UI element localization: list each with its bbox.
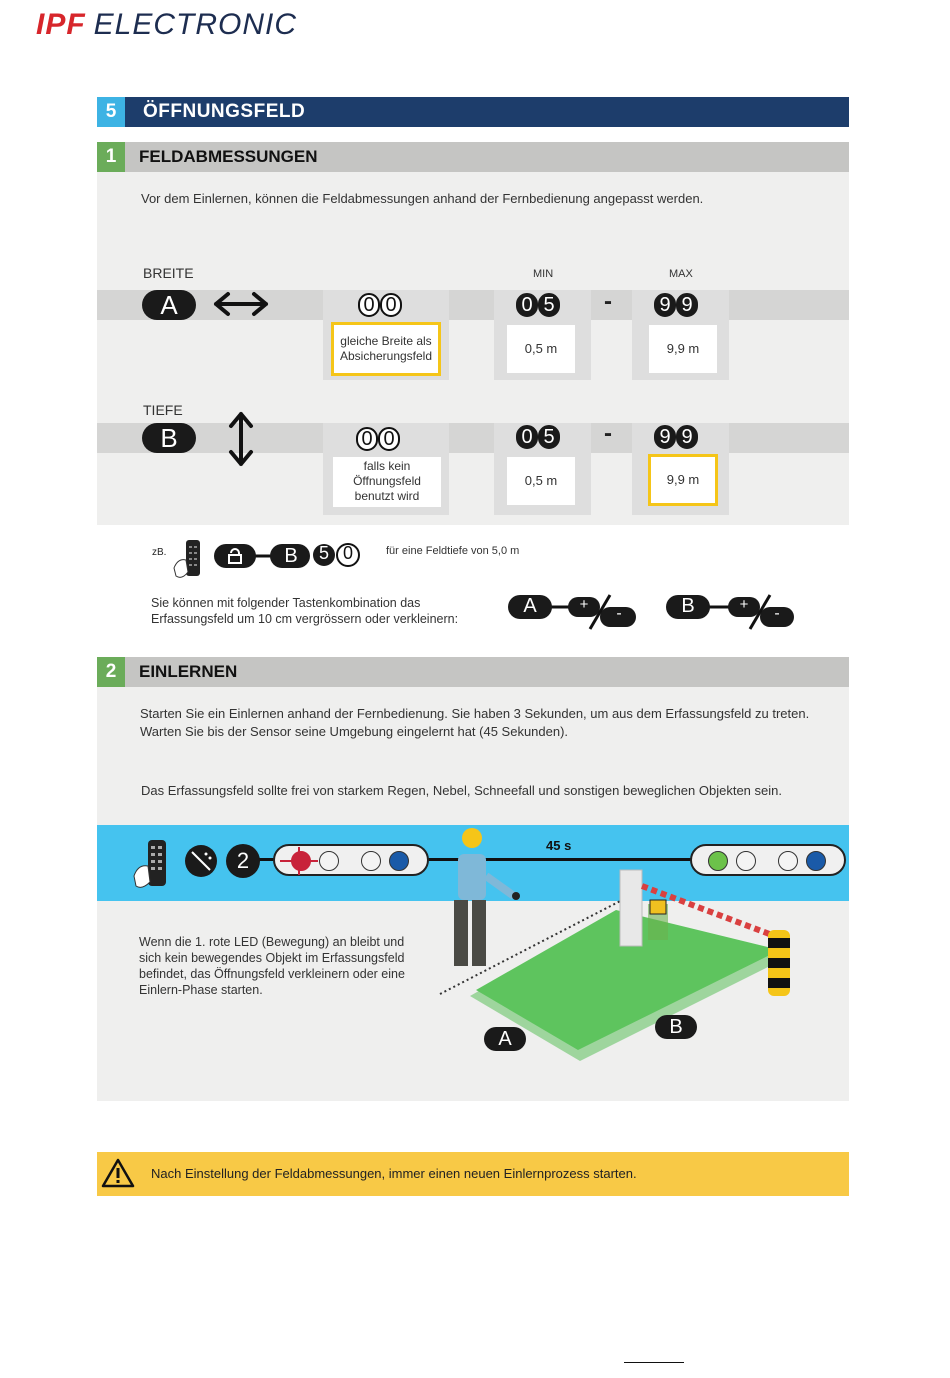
- step-number-badge: 2: [226, 844, 260, 878]
- vertical-arrow-icon: [228, 410, 254, 473]
- digit: 0: [378, 427, 400, 451]
- footer-rule: [624, 1362, 684, 1363]
- teach-wand-icon: [184, 844, 218, 883]
- section-number: 5: [97, 97, 125, 127]
- digit: 9: [654, 425, 676, 449]
- breite-default-box: gleiche Breite als Absicherungsfeld: [331, 322, 441, 376]
- tiefe-band: [97, 423, 849, 453]
- breite-max-box: 9,9 m: [649, 325, 717, 373]
- subsection-header-1: [97, 142, 849, 172]
- remote-hand-icon: [132, 838, 172, 895]
- combo-a-key: A: [523, 595, 537, 617]
- key-b-button: B: [142, 423, 196, 453]
- red-led-crosshair-icon: [280, 847, 318, 880]
- subsection-number-2: 2: [97, 657, 125, 687]
- brand-logo: [36, 8, 297, 42]
- digit: 9: [654, 293, 676, 317]
- field-label-b: B: [655, 1015, 697, 1039]
- example-zb-label: zB.: [152, 547, 167, 558]
- subsection-title-2: EINLERNEN: [139, 662, 238, 681]
- subsection-header-2: [97, 657, 849, 687]
- teach-text-3: Das Erfassungsfeld sollte frei von starkem Regen, Nebel, Schneefall und sonstigen beweglichen Objekten sein.: [141, 783, 782, 798]
- tiefe-min-box: 0,5 m: [507, 457, 575, 505]
- led-icon: [319, 851, 339, 871]
- led-icon: [361, 851, 381, 871]
- digit: 5: [538, 293, 560, 317]
- example-text: für eine Feldtiefe von 5,0 m: [386, 545, 520, 557]
- field-label-a: A: [484, 1027, 526, 1051]
- breite-default-digits: [358, 293, 402, 317]
- led-note-text: Wenn die 1. rote LED (Bewegung) an bleibt und sich kein bewegendes Objekt im Erfassungsfeld befindet, das Öffnungsfeld verkleinern oder eine Einlern-Phase starten.: [139, 935, 405, 997]
- combo-b-minus: -: [774, 605, 780, 622]
- logo-name: ELECTRONIC: [93, 8, 298, 41]
- logo-brand: IPF: [36, 8, 86, 41]
- subsection-number-1: 1: [97, 142, 125, 172]
- breite-min-digits: [516, 293, 560, 317]
- remote-hand-icon: [172, 538, 206, 585]
- warning-text: Nach Einstellung der Feldabmessungen, immer einen neuen Einlernprozess starten.: [151, 1166, 637, 1181]
- tiefe-label: TIEFE: [143, 402, 183, 418]
- breite-band: [97, 290, 849, 320]
- key-a-button: A: [142, 290, 196, 320]
- subsection-title-1: FELDABMESSUNGEN: [139, 147, 318, 166]
- combo-a-plus: +: [579, 596, 589, 613]
- tiefe-max-box: 9,9 m: [648, 454, 718, 506]
- breite-label: BREITE: [143, 265, 194, 281]
- combo-b-plus: +: [739, 596, 749, 613]
- digit: 9: [676, 293, 698, 317]
- max-label: MAX: [669, 268, 693, 280]
- min-label: MIN: [533, 268, 554, 280]
- blue-led-icon: [389, 851, 409, 871]
- warning-banner: [97, 1152, 849, 1196]
- warning-icon: [101, 1158, 135, 1193]
- digit: 0: [380, 293, 402, 317]
- intro-text: Vor dem Einlernen, können die Feldabmessungen anhand der Fernbedienung angepasst werden.: [141, 191, 704, 206]
- section-title: ÖFFNUNGSFELD: [143, 101, 306, 122]
- teach-text-2: Warten Sie bis der Sensor seine Umgebung eingelernt hat (45 Sekunden).: [140, 724, 569, 739]
- example-digit-0: 0: [342, 543, 353, 563]
- combo-a-minus: -: [616, 605, 622, 622]
- tiefe-min-digits: [516, 425, 560, 449]
- teach-text-1: Starten Sie ein Einlernen anhand der Fernbedienung. Sie haben 3 Sekunden, um aus dem Erfassungsfeld zu treten.: [140, 706, 810, 721]
- combo-text: Sie können mit folgender Tastenkombination das Erfassungsfeld um 10 cm vergrössern oder verkleinern:: [151, 596, 459, 626]
- digit: 9: [676, 425, 698, 449]
- digit: 0: [358, 293, 380, 317]
- duration-label: 45 s: [546, 838, 572, 853]
- combo-b-key: B: [681, 595, 695, 617]
- digit: 0: [356, 427, 378, 451]
- horizontal-arrow-icon: [212, 291, 270, 322]
- range-dash: -: [604, 420, 612, 447]
- digit: 5: [538, 425, 560, 449]
- breite-min-box: 0,5 m: [507, 325, 575, 373]
- digit: 0: [516, 293, 538, 317]
- tiefe-default-box: falls kein Öffnungsfeld benutzt wird: [333, 457, 441, 507]
- range-dash: -: [604, 288, 612, 315]
- breite-max-digits: [654, 293, 698, 317]
- example-digit-5: 5: [318, 543, 329, 563]
- example-key-b: B: [284, 545, 298, 567]
- field-dimensions-panel: [97, 172, 849, 525]
- tiefe-max-digits: [654, 425, 698, 449]
- blue-led-icon: [806, 851, 826, 871]
- section-header: [97, 97, 849, 127]
- tiefe-default-digits: [356, 427, 400, 451]
- digit: 0: [516, 425, 538, 449]
